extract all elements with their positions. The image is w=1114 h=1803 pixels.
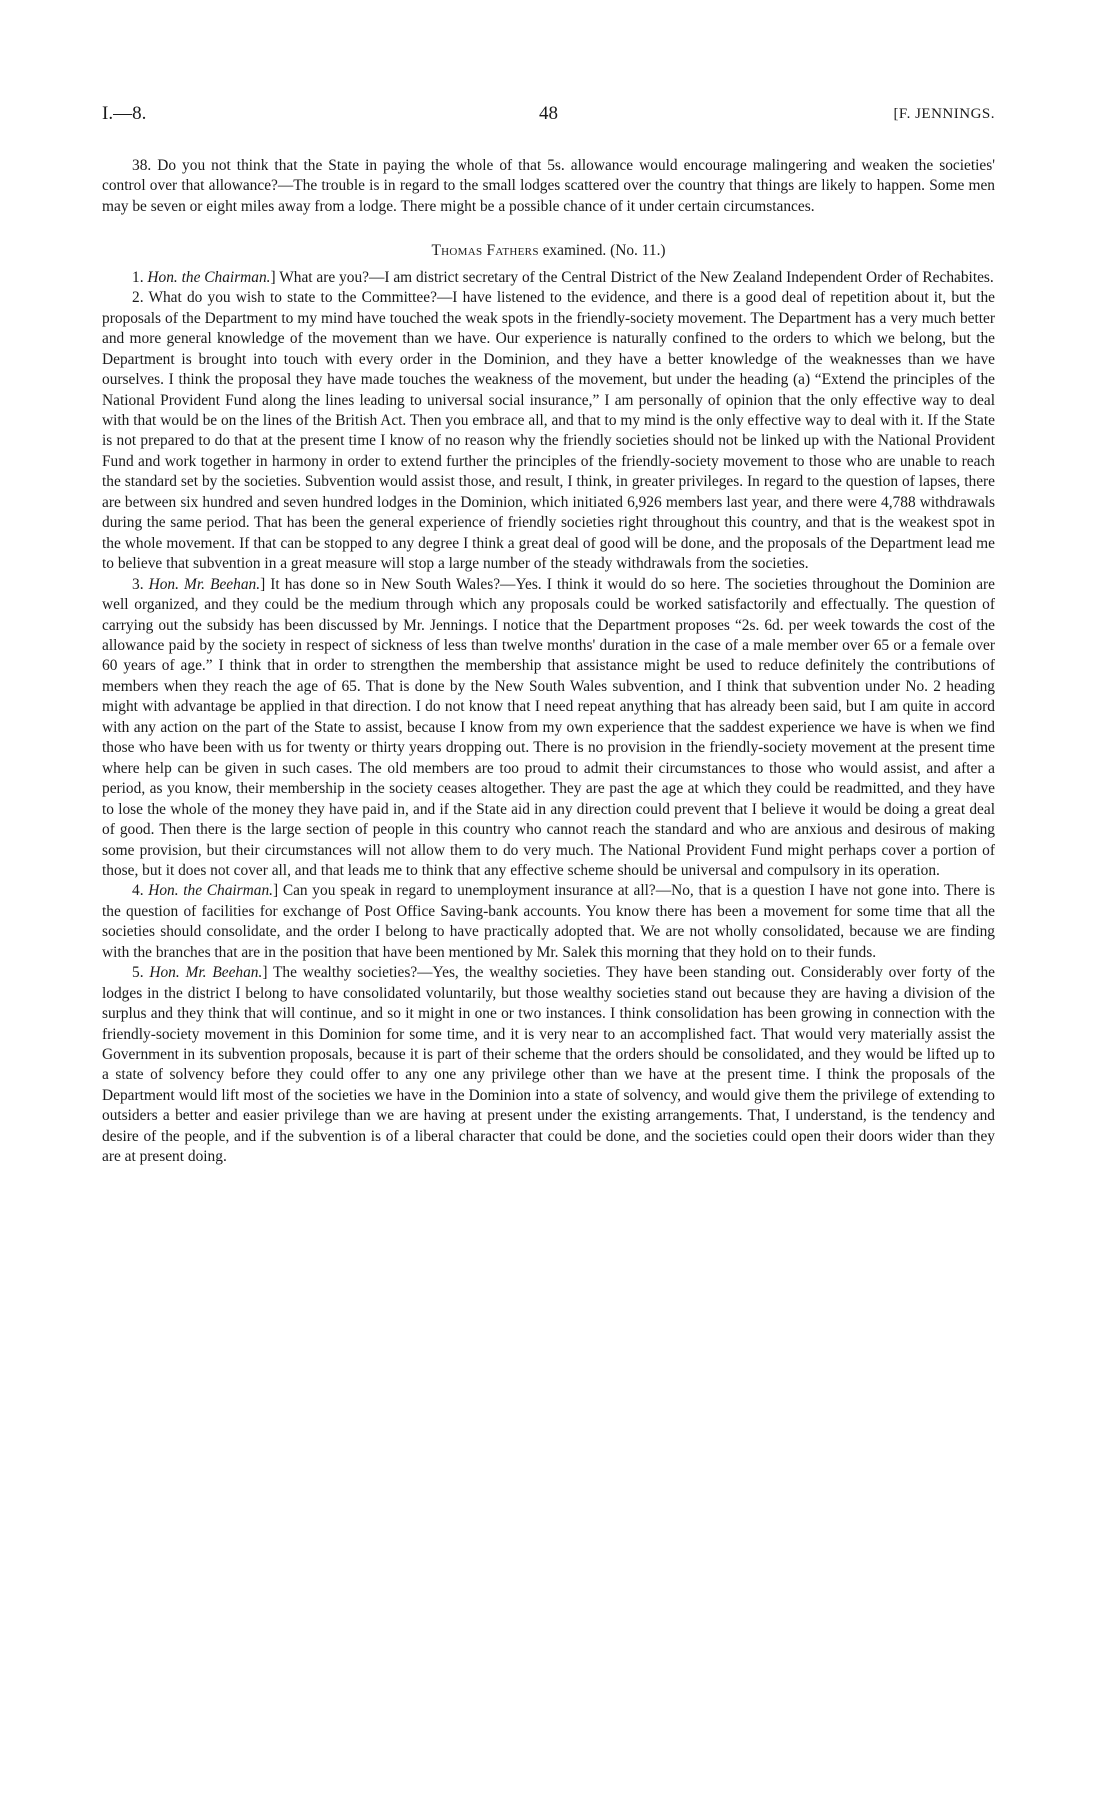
question-text: ] What are you?—I am district secretary of the Central District of the New Zealand Independent Order of Rechabites. (270, 268, 994, 286)
question-number: 1. (132, 268, 144, 286)
speaker-name: Hon. the Chairman. (148, 882, 274, 900)
question-number: 5. (132, 964, 144, 982)
witness-reference: [F. JENNINGS. (893, 106, 995, 122)
question-number: 3. (132, 575, 144, 593)
speaker-name: Hon. the Chairman. (147, 268, 271, 286)
question-paragraph-4 (102, 881, 995, 963)
paper-reference: I.—8. (102, 103, 147, 124)
question-paragraph-5 (102, 963, 995, 1168)
question-paragraph-38 (102, 156, 995, 217)
running-header (102, 102, 995, 126)
question-paragraph-1 (102, 268, 995, 288)
question-paragraph-3 (102, 575, 995, 882)
document-body (102, 156, 995, 1168)
question-paragraph-2 (102, 288, 995, 574)
witness-heading (102, 241, 995, 261)
question-number: 38. (132, 157, 152, 174)
page-number: 48 (539, 103, 558, 124)
question-text: ] The wealthy societies?—Yes, the wealthy societies. They have been standing out. Considerably over forty of the lodges in the district I belong to have consolidated voluntarily, but those wealthy societies stand out because they are having a division of the surplus and they think that will continue, and so it might in one or two instances. I think consolidation has been growing in connection with the friendly-society movement in this Dominion for some time, and it is very near to an accomplished fact. That would very materially assist the Government in its subvention proposals, because it is part of their scheme that the orders should be consolidated, and they would be lifted up to a state of solvency before they could offer to any one any privilege other than we have at the present time. I think the proposals of the Department would lift most of the societies we have in the Dominion into a state of solvency, and would give them the privilege of extending to outsiders a better and easier privilege than we are having at present under the existing arrangements. That, I understand, is the tendency and desire of the people, and if the subvention is of a liberal character that could be done, and the societies could open their doors wider than they are at present doing. (102, 964, 995, 1166)
question-text: ] It has done so in New South Wales?—Yes. I think it would do so here. The societies throughout the Dominion are well organized, and they could be the medium through which any proposals could be worked satisfactorily and effectually. The question of carrying out the subsidy has been discussed by Mr. Jennings. I notice that the Department proposes “2s. 6d. per week towards the cost of the allowance paid by the society in respect of sickness of less than twelve months' duration in the case of a male member over 65 or a female over 60 years of age.” I think that in order to strengthen the membership that assistance might be used to reduce definitely the contributions of members when they reach the age of 65. That is done by the New South Wales subvention, and I think that subvention under No. 2 heading might with advantage be applied in that direction. I do not know that I need repeat anything that has already been said, but I am quite in accord with any action on the part of the State to assist, because I know from my own experience that the saddest experience we have is when we find those who have been with us for twenty or thirty years dropping out. There is no provision in the friendly-society movement at the present time where help can be given in such cases. The old members are too proud to admit their circumstances to those who would assist, and after a period, as you know, their membership in the society ceases altogether. They are past the age at which they could be readmitted, and they have to lose the whole of the money they have paid in, and if the State aid in any direction could prevent that I believe it would be doing a great deal of good. Then there is the large section of people in this country who cannot reach the standard and who are anxious and desirous of making some provision, but their circumstances will not allow them to do very much. The National Provident Fund might perhaps cover a portion of those, but it does not cover all, and that leads me to think that any effective scheme should be universal and compulsory in its operation. (102, 575, 995, 879)
document-page (102, 102, 995, 1168)
question-text: ] Can you speak in regard to unemployment insurance at all?—No, that is a question I have not gone into. There is the question of facilities for exchange of Post Office Saving-bank accounts. You know there has been a movement for some time that all the societies should consolidate, and the order I belong to have practically adopted that. We are not wholly consolidated, because we are finding with the branches that are in the position that have been mentioned by Mr. Salek this morning that they hold on to their funds. (102, 882, 995, 961)
question-number: 4. (132, 882, 144, 900)
witness-name: Thomas Fathers (431, 242, 539, 260)
question-text: What do you wish to state to the Committee?—I have listened to the evidence, and there is a good deal of repetition about it, but the proposals of the Department to my mind have touched the weak spots in the friendly-society movement. The Department has a very much better and more general knowledge of the movement than we have. Our experience is naturally confined to the orders to which we belong, but the Department is brought into touch with every order in the Dominion, and they have a better knowledge of the weaknesses than we have ourselves. I think the proposal they have made touches the weakness of the movement, but under the heading (a) “Extend the principles of the National Provident Fund along the lines leading to universal social insurance,” I am personally of opinion that the only effective way to deal with that would be on the lines of the British Act. Then you embrace all, and that to my mind is the only effective way to deal with it. If the State is not prepared to do that at the present time I know of no reason why the friendly societies should not be linked up with the National Provident Fund and work together in harmony in order to extend further the principles of the friendly-society movement to those who are unable to reach the standard set by the societies. Subvention would assist those, and result, I think, in greater privileges. In regard to the question of lapses, there are between six hundred and seven hundred lodges in the Dominion, which initiated 6,926 members last year, and there were 4,788 withdrawals during the same period. That has been the general experience of friendly societies right throughout this country, and that is the weakest spot in the whole movement. If that can be stopped to any degree I think a great deal of good will be done, and the proposals of the Department lead me to believe that subvention in a great measure will stop a large number of the steady withdrawals from the societies. (102, 289, 995, 573)
question-number: 2. (132, 289, 144, 307)
speaker-name: Hon. Mr. Beehan. (148, 575, 261, 593)
witness-heading-rest: examined. (No. 11.) (538, 242, 666, 260)
question-text: Do you not think that the State in paying the whole of that 5s. allowance would encourage malingering and weaken the societies' control over that allowance?—The trouble is in regard to the small lodges scattered over the country that things are likely to happen. Some men may be seven or eight miles away from a lodge. There might be a possible chance of it under certain circumstances. (102, 157, 995, 215)
speaker-name: Hon. Mr. Beehan. (149, 964, 263, 982)
